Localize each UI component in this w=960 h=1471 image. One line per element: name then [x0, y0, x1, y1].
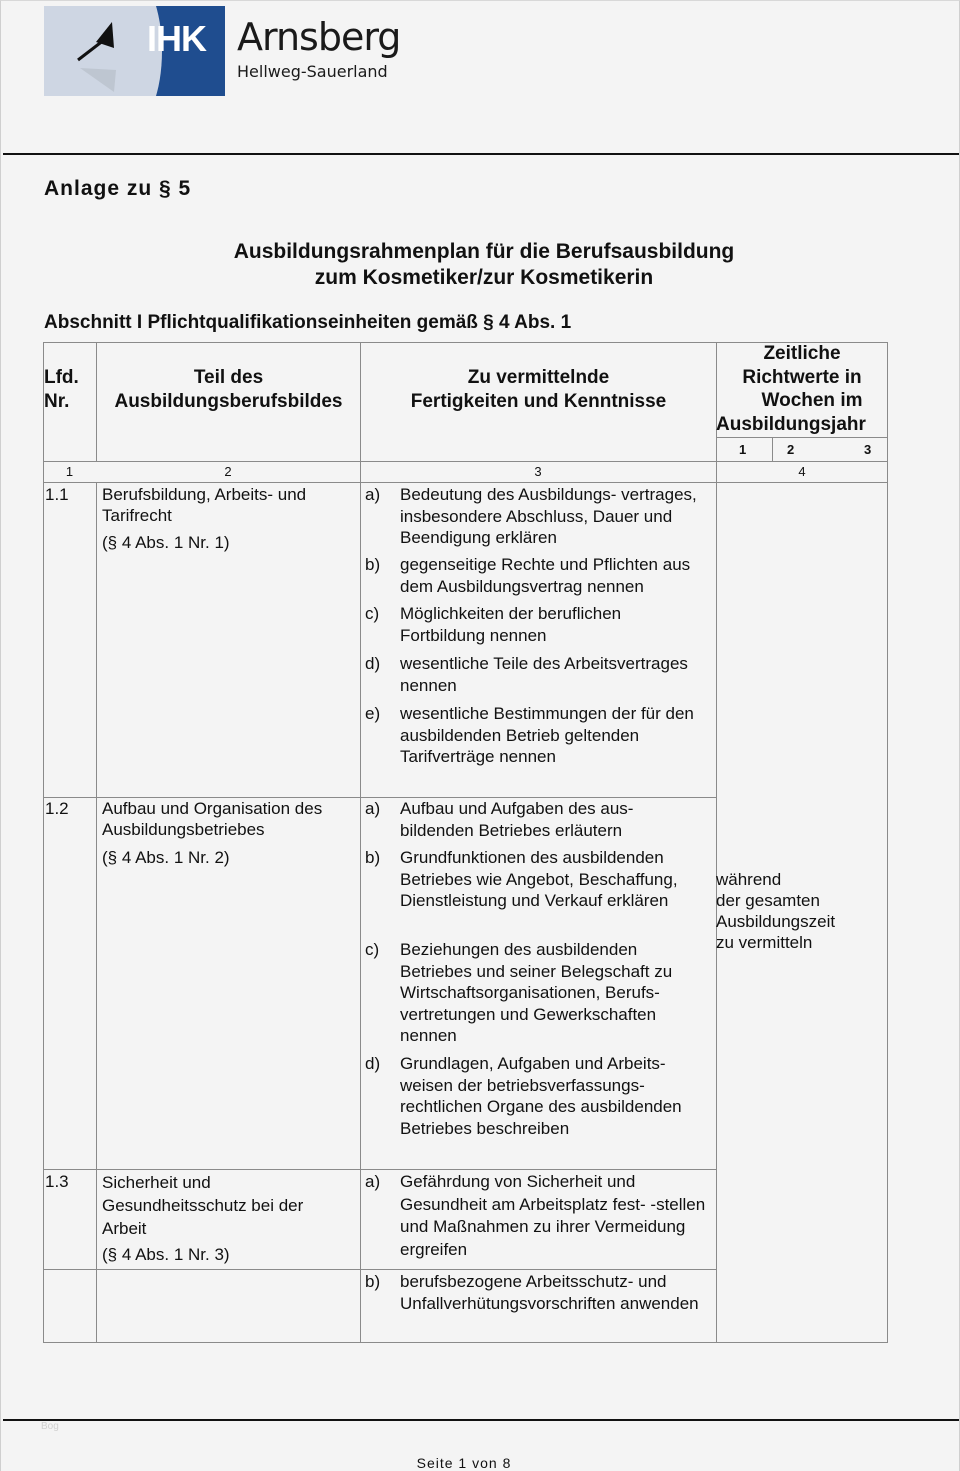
- list-item: [365, 1171, 710, 1261]
- item-text: gegenseitige Rechte und Pflichten aus dem Ausbildungsvertrag nennen: [400, 555, 691, 596]
- item-text: berufsbezogene Arbeitsschutz- und Unfallverhütungsvorschriften anwenden: [400, 1272, 699, 1313]
- part-text: Ausbildungsbetriebes: [102, 820, 265, 839]
- column-number-4: 4: [798, 464, 806, 479]
- year-2: 2: [787, 442, 795, 457]
- header-text: Ausbildungsjahr: [716, 413, 866, 435]
- page-number: Seite 1 von 8: [416, 1455, 512, 1471]
- grid-line: [43, 1269, 716, 1270]
- grid-line: [43, 482, 888, 483]
- part-text: Gesundheitsschutz bei der: [102, 1196, 304, 1215]
- row-number: 1.1: [45, 485, 69, 504]
- header-fertigkeiten: [361, 366, 716, 414]
- row-part: [102, 1171, 357, 1240]
- grid-line: [716, 342, 717, 1343]
- grid-line: [43, 1169, 716, 1170]
- grid-line: [43, 1342, 888, 1343]
- item-text: Aufbau und Aufgaben des aus- bildenden Betriebes erläutern: [400, 799, 634, 840]
- header-text: Ausbildungsberufsbildes: [114, 391, 343, 412]
- column-number-3: 3: [534, 464, 542, 479]
- annex-label: Anlage zu § 5: [44, 177, 192, 200]
- grid-line: [96, 482, 97, 1343]
- item-text: wesentliche Teile des Arbeitsvertrages nennen: [400, 654, 688, 695]
- row-reference: (§ 4 Abs. 1 Nr. 3): [102, 1245, 230, 1264]
- header-text: Zu vermittelnde: [467, 367, 610, 388]
- item-label: a): [365, 485, 381, 504]
- logo-mark: IHK: [147, 18, 206, 59]
- header-divider: [3, 153, 959, 155]
- part-text: Tarifrecht: [102, 506, 172, 525]
- row-part: [102, 798, 357, 840]
- header-text: Nr.: [44, 391, 70, 412]
- logo-subtitle: Hellweg-Sauerland: [237, 62, 388, 81]
- item-text: Bedeutung des Ausbildungs- vertrages, insbesondere Abschluss, Dauer und Beendigung erklären: [400, 485, 697, 547]
- header-teil-des-berufsbildes: [97, 366, 360, 414]
- time-note-text: zu vermitteln: [716, 933, 813, 952]
- column-number-2: 2: [224, 464, 232, 479]
- part-text: Arbeit: [102, 1219, 147, 1238]
- list-item: [365, 847, 710, 912]
- item-text: Beziehungen des ausbildenden Betriebes und seiner Belegschaft zu Wirtschaftsorganisationen, Berufs- vertretungen und Gewerkschaften nennen: [400, 940, 673, 1045]
- list-item: [365, 554, 710, 597]
- header-text: Wochen im: [761, 390, 863, 411]
- time-note: [716, 869, 886, 953]
- item-label: c): [365, 604, 380, 623]
- list-item: [365, 703, 710, 768]
- item-text: Möglichkeiten der beruflichen Fortbildung nennen: [400, 604, 622, 645]
- header-text: Zeitliche: [763, 343, 841, 364]
- header-text: Richtwerte in: [742, 366, 862, 388]
- item-text: Grundlagen, Aufgaben und Arbeits- weisen der betriebsverfassungs- rechtlichen Organe des ausbildenden Betriebes beschreiben: [400, 1054, 682, 1138]
- grid-line: [772, 437, 773, 461]
- grid-line: [887, 342, 888, 1343]
- item-label: b): [365, 1272, 381, 1291]
- grid-line: [716, 437, 888, 438]
- part-text: Sicherheit und: [102, 1173, 211, 1192]
- item-label: a): [365, 1172, 381, 1191]
- item-text: Grundfunktionen des ausbildenden Betriebes wie Angebot, Beschaffung, Dienstleistung und Verkauf erklären: [400, 848, 678, 910]
- year-3: 3: [864, 442, 872, 457]
- time-note-text: während: [716, 870, 782, 889]
- list-item: [365, 1271, 710, 1314]
- time-note-text: der gesamten: [716, 891, 820, 910]
- header-lfd-nr: [44, 366, 79, 414]
- document-title-line1: Ausbildungsrahmenplan für die Berufsausbildung: [233, 240, 735, 263]
- footer-divider: [3, 1419, 959, 1421]
- row-reference: (§ 4 Abs. 1 Nr. 1): [102, 533, 230, 552]
- item-label: e): [365, 704, 381, 723]
- item-label: d): [365, 1054, 381, 1073]
- grid-line: [43, 461, 888, 462]
- list-item: [365, 484, 710, 549]
- row-reference: (§ 4 Abs. 1 Nr. 2): [102, 848, 230, 867]
- list-item: [365, 939, 710, 1047]
- item-label: a): [365, 799, 381, 818]
- ihk-logo: [44, 6, 225, 96]
- header-text: Teil des: [193, 367, 264, 388]
- flag-icon: [44, 6, 134, 96]
- row-part: [102, 484, 357, 526]
- header-text: Fertigkeiten und Kenntnisse: [410, 391, 667, 412]
- part-text: Berufsbildung, Arbeits- und: [102, 485, 307, 504]
- item-text: Gefährdung von Sicherheit und Gesundheit am Arbeitsplatz fest- -stellen und Maßnahmen zu ihrer Vermeidung ergreifen: [400, 1172, 706, 1259]
- list-item: [365, 653, 710, 696]
- section-heading: Abschnitt I Pflichtqualifikationseinheiten gemäß § 4 Abs. 1: [44, 312, 572, 333]
- item-label: d): [365, 654, 381, 673]
- row-number: 1.3: [45, 1172, 69, 1191]
- row-number: 1.2: [45, 799, 69, 818]
- grid-line: [43, 342, 44, 1343]
- item-label: c): [365, 940, 380, 959]
- year-1: 1: [739, 442, 747, 457]
- logo-name: Arnsberg: [237, 15, 401, 59]
- time-note-text: Ausbildungszeit: [716, 912, 836, 931]
- part-text: Aufbau und Organisation des: [102, 799, 323, 818]
- list-item: [365, 798, 710, 841]
- list-item: [365, 603, 710, 646]
- watermark: Bog: [41, 1421, 59, 1432]
- document-title-line2: zum Kosmetiker/zur Kosmetikerin: [314, 266, 654, 289]
- item-label: b): [365, 848, 381, 867]
- list-item: [365, 1053, 710, 1139]
- training-plan-table: [43, 342, 888, 1343]
- column-number-1: 1: [65, 464, 74, 479]
- header-text: Lfd.: [44, 367, 79, 388]
- item-label: b): [365, 555, 381, 574]
- grid-line: [360, 342, 361, 1343]
- header-zeitliche-richtwerte: [716, 342, 888, 436]
- item-text: wesentliche Bestimmungen der für den ausbildenden Betrieb geltenden Tarifverträge nennen: [400, 704, 694, 766]
